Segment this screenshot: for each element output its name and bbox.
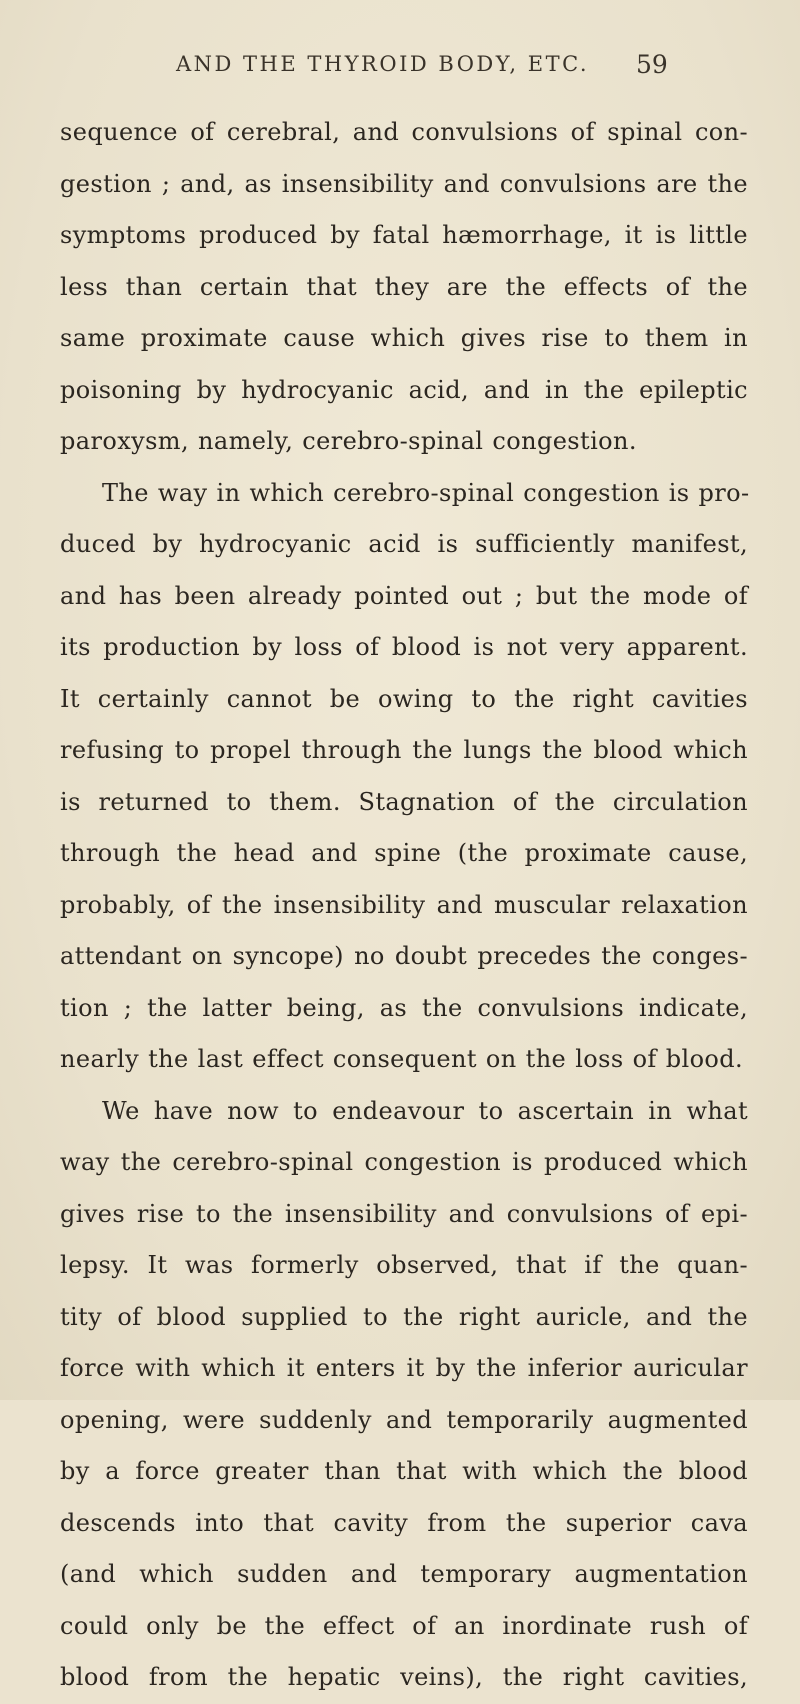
body-text (60, 107, 748, 1704)
text-line: is returned to them. Stagnation of the circulation (60, 787, 748, 816)
text-line: same proximate cause which gives rise to them in (60, 324, 748, 352)
text-line: opening, were suddenly and temporarily augmented (60, 1405, 748, 1434)
text-line: (and which sudden and temporary augmentation (60, 1560, 748, 1588)
text-line: descends into that cavity from the superior cava (60, 1508, 748, 1537)
text-line: by a force greater than that with which the blood (60, 1457, 748, 1485)
text-line: tion ; the latter being, as the convulsions indicate, (60, 993, 748, 1022)
text-line: tity of blood supplied to the right auricle, and the (60, 1302, 748, 1331)
text-line: its production by loss of blood is not very apparent. (60, 633, 748, 661)
running-head (0, 52, 800, 92)
text-line: paroxysm, namely, cerebro-spinal congestion. (60, 427, 637, 455)
text-line: could only be the effect of an inordinate rush of (60, 1611, 748, 1640)
page-number: 59 (636, 50, 668, 79)
text-line: The way in which cerebro-spinal congestion is pro- (102, 478, 750, 507)
text-line: gestion ; and, as insensibility and convulsions are the (60, 169, 748, 198)
text-line: It certainly cannot be owing to the right cavities (60, 684, 748, 713)
text-line: way the cerebro-spinal congestion is produced which (60, 1148, 748, 1176)
text-line: symptoms produced by fatal hæmorrhage, it is little (60, 221, 748, 249)
text-line: through the head and spine (the proximate cause, (60, 839, 748, 867)
text-line: attendant on syncope) no doubt precedes the conges- (60, 942, 748, 970)
text-line: nearly the last effect consequent on the loss of blood. (60, 1045, 744, 1073)
text-line: force with which it enters it by the inferior auricular (60, 1354, 748, 1382)
text-line: lepsy. It was formerly observed, that if the quan- (60, 1251, 748, 1279)
text-line: gives rise to the insensibility and convulsions of epi- (60, 1199, 748, 1228)
running-title: AND THE THYROID BODY, ETC. (176, 52, 590, 76)
text-line: sequence of cerebral, and convulsions of spinal con- (60, 118, 748, 146)
text-line: and has been already pointed out ; but the mode of (60, 581, 748, 610)
text-line: blood from the hepatic veins), the right cavities, (60, 1663, 748, 1691)
text-line: duced by hydrocyanic acid is sufficiently manifest, (60, 530, 748, 558)
text-line: refusing to propel through the lungs the blood which (60, 736, 748, 764)
text-line: poisoning by hydrocyanic acid, and in the epileptic (60, 375, 748, 404)
text-line: probably, of the insensibility and muscular relaxation (60, 890, 748, 919)
text-line: We have now to endeavour to ascertain in what (102, 1096, 748, 1125)
text-line: less than certain that they are the effects of the (60, 272, 748, 301)
